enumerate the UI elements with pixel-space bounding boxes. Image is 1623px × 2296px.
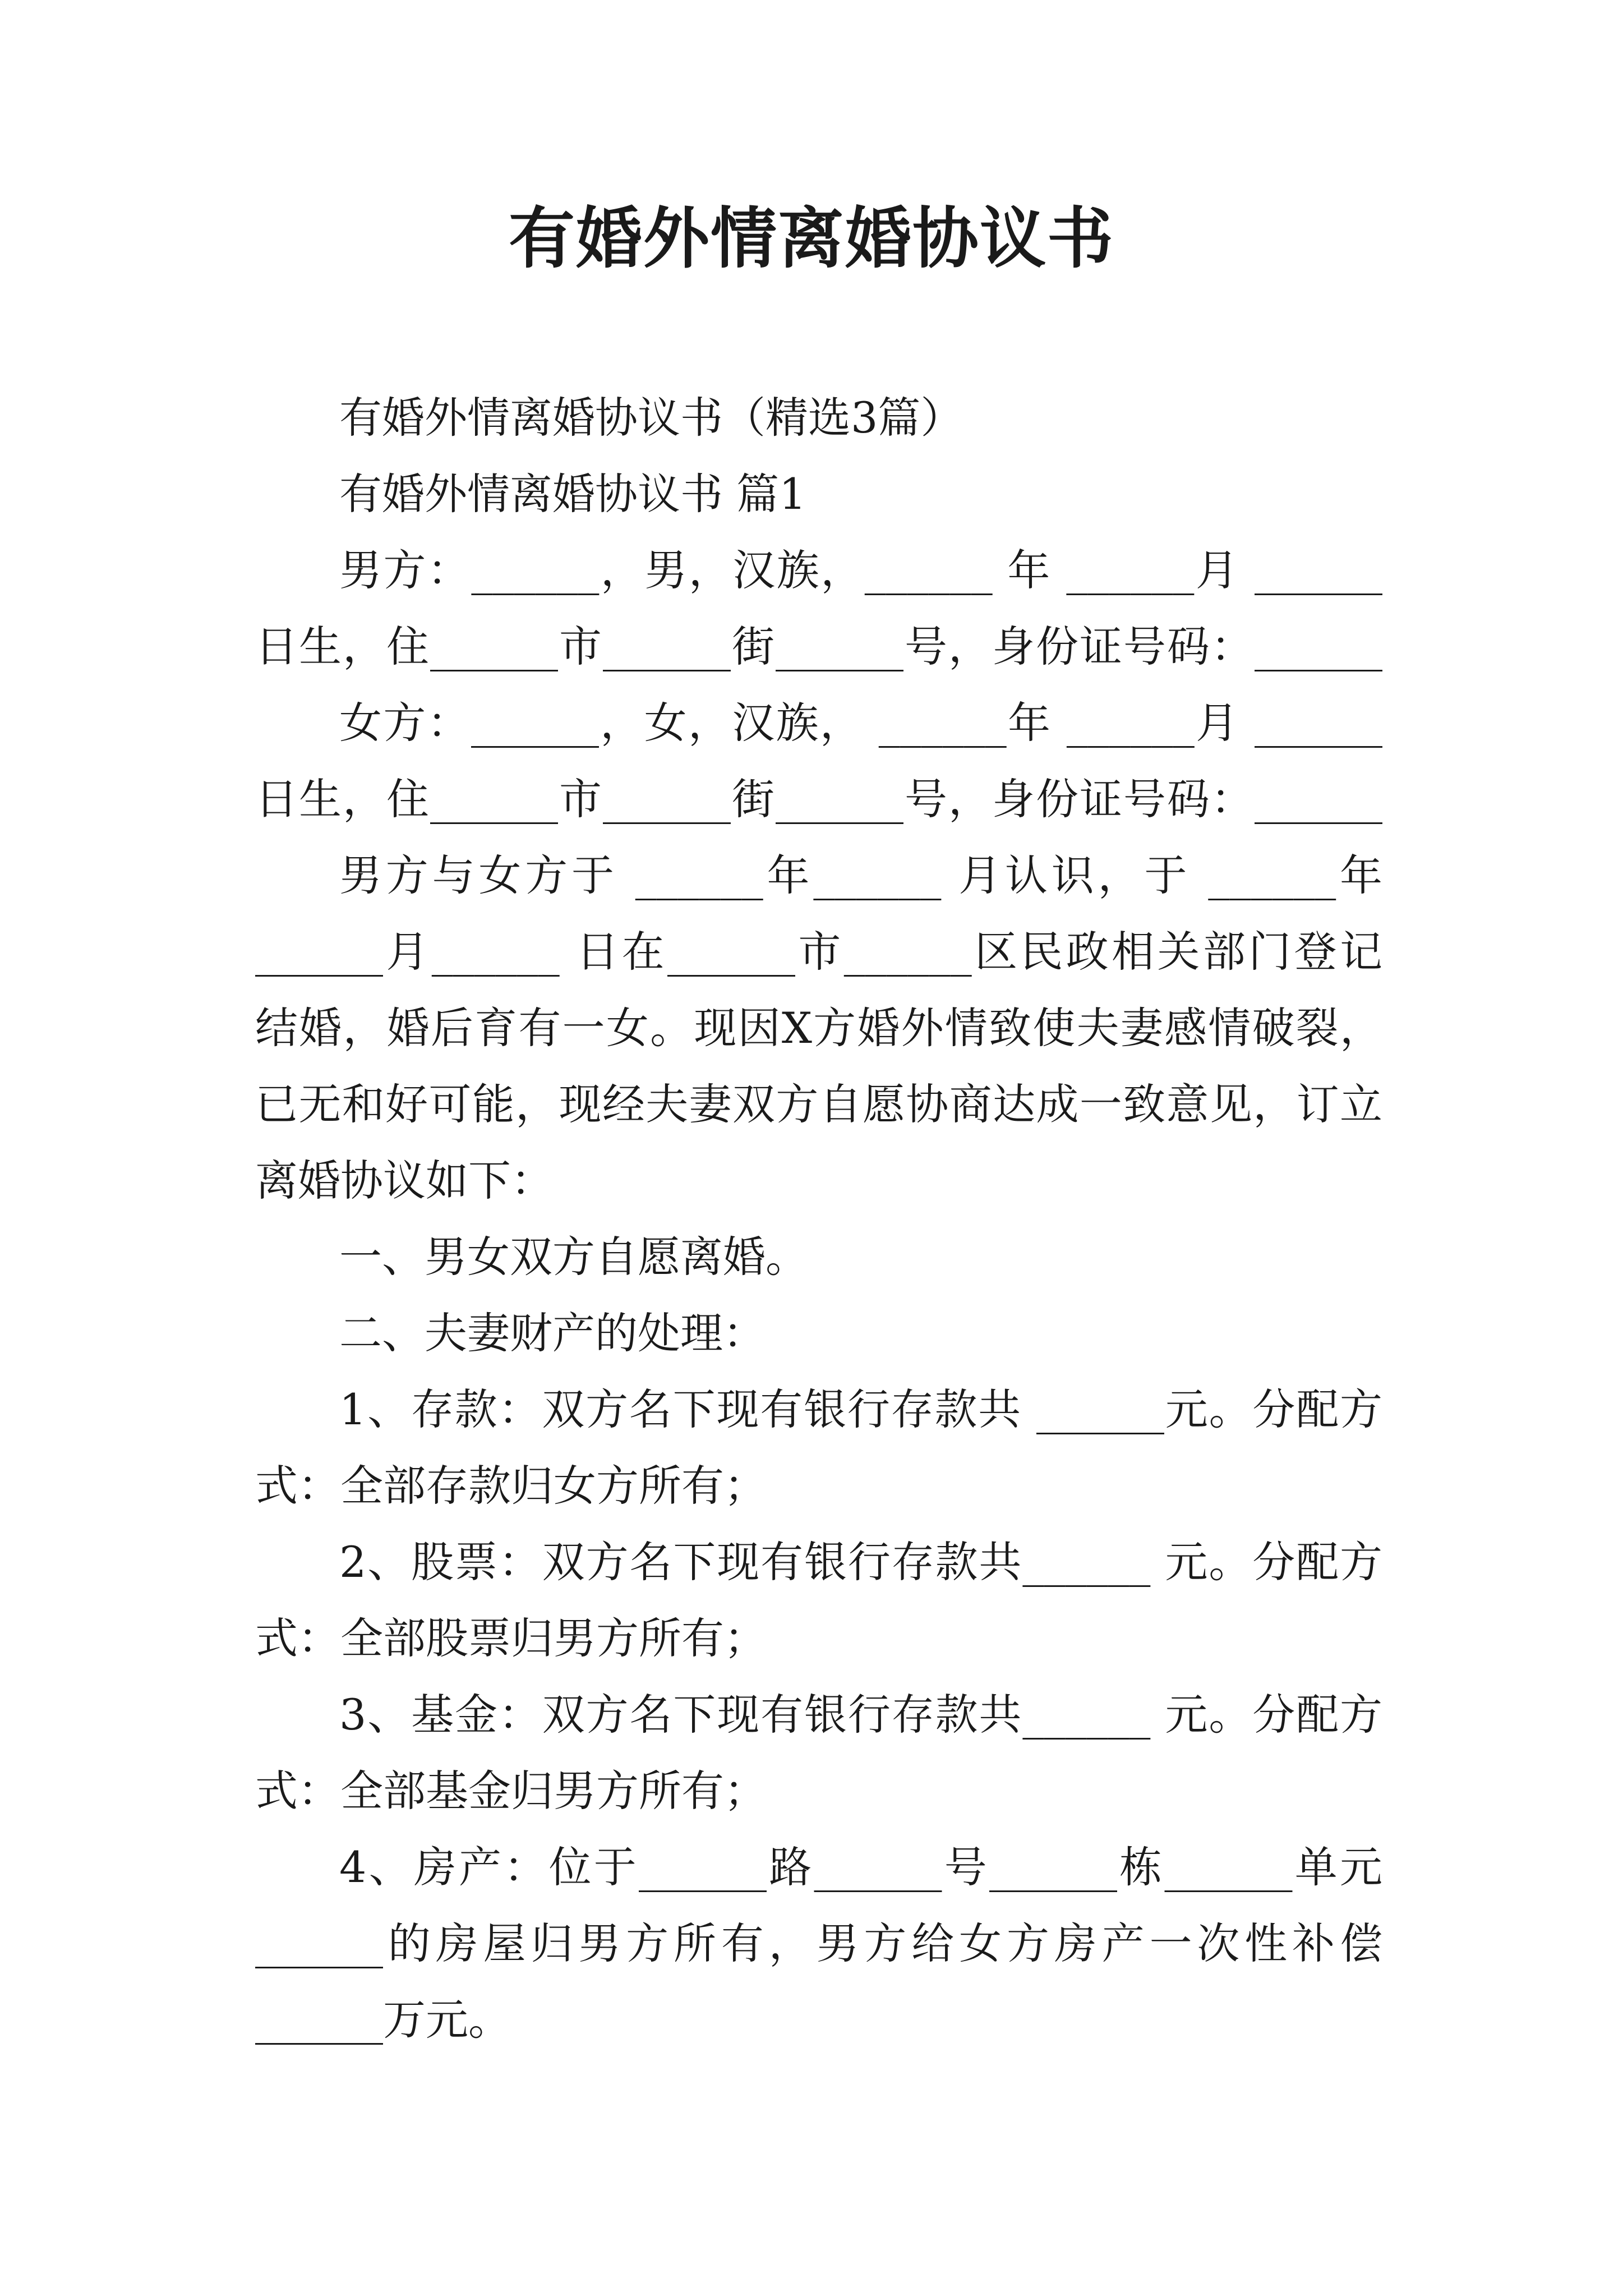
paragraph-line: 女方：______，女，汉族， ______年 ______月 ______	[339, 698, 1382, 748]
paragraph-line: ______月______ 日在______市______区民政相关部门登记	[255, 927, 1382, 977]
paragraph-line: 男方与女方于 ______年______ 月认识，于 ______年	[339, 850, 1382, 900]
paragraph-line: 结婚，婚后育有一女。现因X方婚外情致使夫妻感情破裂，	[255, 1003, 1382, 1053]
paragraph-line: 式：全部股票归男方所有；	[255, 1613, 767, 1663]
paragraph-line: 离婚协议如下：	[255, 1156, 554, 1205]
paragraph-line: ______的房屋归男方所有，男方给女方房产一次性补偿	[255, 1918, 1382, 1968]
paragraph-line: 2、股票：双方名下现有银行存款共______ 元。分配方	[339, 1537, 1382, 1587]
paragraph-line: 3、基金：双方名下现有银行存款共______ 元。分配方	[339, 1690, 1382, 1740]
document-title: 有婚外情离婚协议书	[508, 199, 1114, 277]
paragraph-line: 日生，住______市______街______号，身份证号码：______	[255, 622, 1382, 671]
paragraph-line: 男方：______，男，汉族，______ 年 ______月 ______	[339, 545, 1382, 595]
section-heading: 有婚外情离婚协议书 篇1	[339, 469, 806, 519]
subtitle-selection: 有婚外情离婚协议书（精选3篇）	[339, 393, 963, 443]
clause-heading: 二、夫妻财产的处理：	[339, 1308, 766, 1358]
paragraph-line: 日生，住______市______街______号，身份证号码：______	[255, 774, 1382, 824]
paragraph-line: 式：全部基金归男方所有；	[255, 1766, 767, 1816]
paragraph-line: 已无和好可能，现经夫妻双方自愿协商达成一致意见，订立	[255, 1079, 1382, 1129]
paragraph-line: 1、存款：双方名下现有银行存款共 ______元。分配方	[339, 1384, 1382, 1434]
paragraph-line: ______万元。	[255, 1995, 511, 2045]
clause-heading: 一、男女双方自愿离婚。	[339, 1232, 808, 1282]
paragraph-line: 式：全部存款归女方所有；	[255, 1461, 767, 1511]
paragraph-line: 4、房产：位于______路______号______栋______单元	[339, 1842, 1382, 1892]
